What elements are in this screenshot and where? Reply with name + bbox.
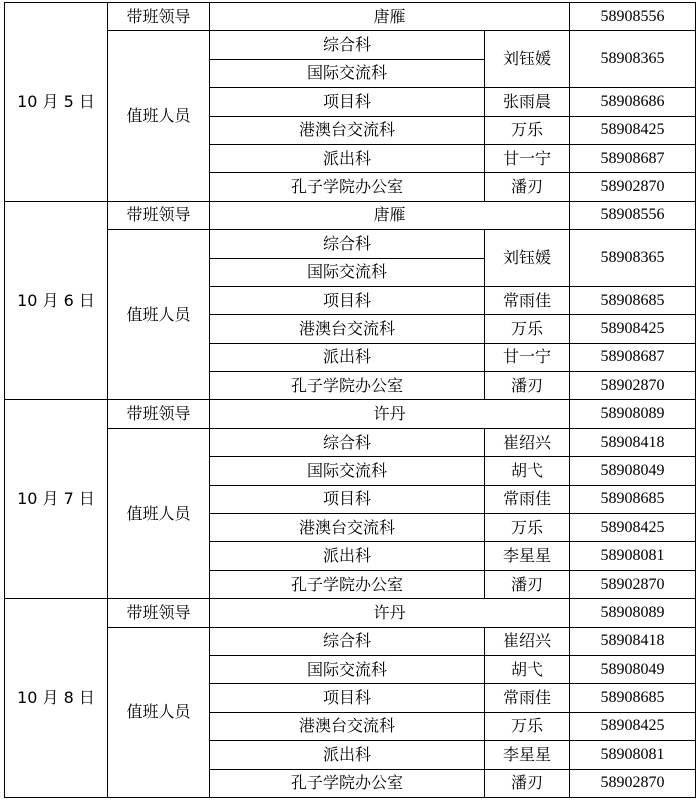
person-cell: 李星星	[485, 741, 570, 769]
phone-cell: 58902870	[570, 570, 696, 598]
table-row	[5, 31, 696, 59]
department-cell: 项目科	[210, 286, 485, 314]
department-cell: 国际交流科	[210, 258, 485, 286]
leader-name: 许丹	[210, 400, 570, 428]
person-cell: 刘钰媛	[485, 31, 570, 88]
date-cell: 10 月 8 日	[5, 599, 108, 798]
department-cell: 综合科	[210, 31, 485, 59]
department-cell: 港澳台交流科	[210, 116, 485, 144]
table-row	[5, 230, 696, 258]
phone-cell: 58908686	[570, 88, 696, 116]
department-cell: 项目科	[210, 485, 485, 513]
person-cell: 潘刃	[485, 570, 570, 598]
department-cell: 孔子学院办公室	[210, 173, 485, 201]
duty-roster-table	[4, 2, 696, 798]
department-cell: 项目科	[210, 88, 485, 116]
date-cell: 10 月 5 日	[5, 3, 108, 202]
department-cell: 孔子学院办公室	[210, 372, 485, 400]
phone-cell: 58908418	[570, 428, 696, 456]
person-cell: 潘刃	[485, 372, 570, 400]
person-cell: 万乐	[485, 116, 570, 144]
leader-name: 唐雁	[210, 3, 570, 31]
department-cell: 综合科	[210, 627, 485, 655]
person-cell: 万乐	[485, 712, 570, 740]
person-cell: 张雨晨	[485, 88, 570, 116]
department-cell: 综合科	[210, 428, 485, 456]
department-cell: 港澳台交流科	[210, 315, 485, 343]
table-row	[5, 400, 696, 428]
phone-cell: 58908365	[570, 230, 696, 287]
person-cell: 甘一宁	[485, 343, 570, 371]
leader-label: 带班领导	[108, 400, 210, 428]
leader-phone: 58908556	[570, 201, 696, 229]
person-cell: 常雨佳	[485, 684, 570, 712]
department-cell: 派出科	[210, 542, 485, 570]
phone-cell: 58902870	[570, 173, 696, 201]
leader-label: 带班领导	[108, 3, 210, 31]
person-cell: 潘刃	[485, 769, 570, 797]
date-cell: 10 月 6 日	[5, 201, 108, 400]
table-row	[5, 3, 696, 31]
table-row	[5, 599, 696, 627]
leader-name: 唐雁	[210, 201, 570, 229]
phone-cell: 58908049	[570, 655, 696, 683]
staff-label: 值班人员	[108, 428, 210, 598]
leader-label: 带班领导	[108, 201, 210, 229]
phone-cell: 58908687	[570, 144, 696, 172]
phone-cell: 58908685	[570, 485, 696, 513]
phone-cell: 58908685	[570, 286, 696, 314]
person-cell: 胡弋	[485, 655, 570, 683]
phone-cell: 58908425	[570, 514, 696, 542]
department-cell: 港澳台交流科	[210, 712, 485, 740]
department-cell: 孔子学院办公室	[210, 570, 485, 598]
phone-cell: 58908425	[570, 116, 696, 144]
department-cell: 派出科	[210, 144, 485, 172]
table-row	[5, 627, 696, 655]
table-row	[5, 428, 696, 456]
phone-cell: 58908425	[570, 712, 696, 740]
phone-cell: 58908685	[570, 684, 696, 712]
leader-phone: 58908089	[570, 599, 696, 627]
date-cell: 10 月 7 日	[5, 400, 108, 599]
department-cell: 国际交流科	[210, 655, 485, 683]
person-cell: 潘刃	[485, 173, 570, 201]
department-cell: 国际交流科	[210, 457, 485, 485]
leader-name: 许丹	[210, 599, 570, 627]
phone-cell: 58908425	[570, 315, 696, 343]
department-cell: 孔子学院办公室	[210, 769, 485, 797]
person-cell: 刘钰媛	[485, 230, 570, 287]
person-cell: 崔绍兴	[485, 428, 570, 456]
staff-label: 值班人员	[108, 627, 210, 797]
leader-label: 带班领导	[108, 599, 210, 627]
person-cell: 胡弋	[485, 457, 570, 485]
leader-phone: 58908556	[570, 3, 696, 31]
phone-cell: 58908418	[570, 627, 696, 655]
person-cell: 万乐	[485, 514, 570, 542]
phone-cell: 58908687	[570, 343, 696, 371]
department-cell: 项目科	[210, 684, 485, 712]
person-cell: 常雨佳	[485, 485, 570, 513]
phone-cell: 58908081	[570, 542, 696, 570]
person-cell: 万乐	[485, 315, 570, 343]
person-cell: 崔绍兴	[485, 627, 570, 655]
staff-label: 值班人员	[108, 31, 210, 201]
phone-cell: 58908081	[570, 741, 696, 769]
person-cell: 常雨佳	[485, 286, 570, 314]
person-cell: 甘一宁	[485, 144, 570, 172]
phone-cell: 58902870	[570, 372, 696, 400]
department-cell: 综合科	[210, 230, 485, 258]
person-cell: 李星星	[485, 542, 570, 570]
department-cell: 派出科	[210, 741, 485, 769]
department-cell: 国际交流科	[210, 59, 485, 87]
phone-cell: 58908365	[570, 31, 696, 88]
department-cell: 派出科	[210, 343, 485, 371]
phone-cell: 58908049	[570, 457, 696, 485]
table-row	[5, 201, 696, 229]
department-cell: 港澳台交流科	[210, 514, 485, 542]
phone-cell: 58902870	[570, 769, 696, 797]
staff-label: 值班人员	[108, 230, 210, 400]
duty-roster-body	[5, 3, 696, 798]
leader-phone: 58908089	[570, 400, 696, 428]
